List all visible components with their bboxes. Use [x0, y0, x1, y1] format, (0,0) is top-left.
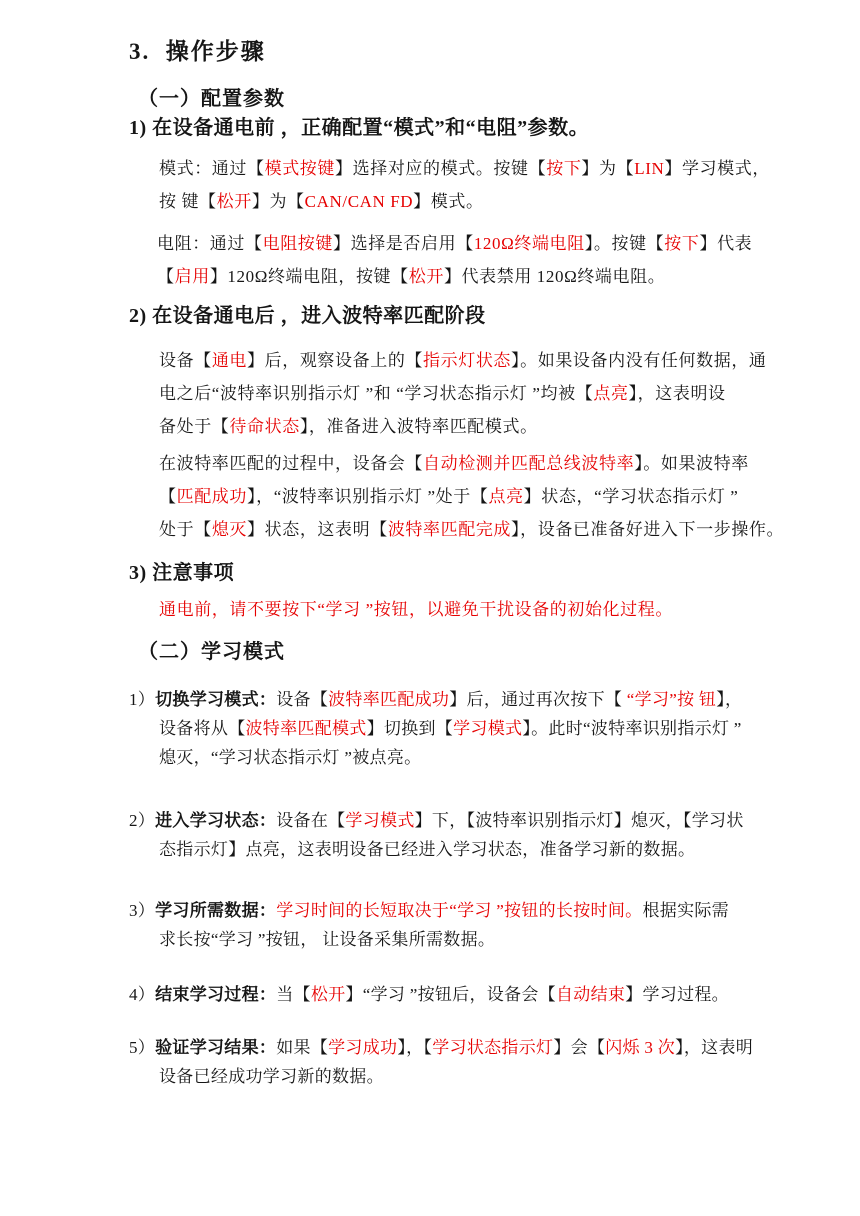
text-segment: 学习模式	[345, 811, 415, 830]
text-segment: 】代表	[699, 234, 753, 253]
doc-title	[129, 33, 266, 66]
text-segment: 】状态，“学习状态指示灯 ”	[523, 487, 739, 506]
text-segment: 】学习过程。	[625, 985, 729, 1004]
text-segment: 3) 注意事项	[129, 562, 235, 584]
text-segment: 学习模式	[453, 719, 523, 738]
text-line	[159, 513, 784, 546]
text-line	[159, 480, 784, 513]
text-segment: 指示灯状态	[423, 351, 512, 370]
text-segment: 按 键【	[159, 192, 217, 211]
text-segment: 电阻按键	[262, 234, 334, 253]
text-segment: 】120Ω终端电阻，按键【	[209, 267, 409, 286]
text-segment: 】模式。	[413, 192, 484, 211]
text-line	[159, 152, 770, 185]
text-segment: （一）配置参数	[138, 88, 285, 110]
text-line	[129, 111, 589, 140]
text-line	[129, 685, 742, 714]
text-segment: 闪烁 3 次	[605, 1038, 676, 1057]
text-segment: 切换学习模式：	[155, 690, 277, 709]
text-line	[129, 556, 234, 585]
step-1-heading	[129, 111, 589, 140]
text-segment: 3. 操作步骤	[129, 39, 266, 64]
text-segment: 模式按键	[264, 159, 336, 178]
text-line	[138, 635, 285, 664]
paragraph-resistance	[157, 227, 752, 293]
text-line	[159, 185, 770, 218]
text-segment: 通电	[211, 351, 248, 370]
text-segment: 模式：通过【	[159, 159, 265, 178]
text-segment: 】学习模式，	[664, 159, 770, 178]
text-segment: 2) 在设备通电后 ，进入波特率匹配阶段	[129, 305, 486, 327]
text-line	[129, 1062, 753, 1091]
text-segment: 待命状态	[229, 417, 300, 436]
paragraph-mode	[159, 152, 770, 218]
text-segment: 】。如果设备内没有任何数据，通	[511, 351, 767, 370]
text-segment: 当【	[276, 985, 311, 1004]
text-segment: 波特率匹配成功	[328, 690, 450, 709]
text-line	[129, 806, 744, 835]
text-line	[129, 33, 266, 66]
text-segment: 设备将从【	[159, 719, 246, 738]
text-segment: 松开	[408, 267, 444, 286]
text-segment: 按下	[546, 159, 582, 178]
text-segment: 5）	[129, 1038, 156, 1057]
text-segment: 备处于【	[159, 417, 230, 436]
text-segment: 】。如果波特率	[634, 454, 749, 473]
text-segment: 2）	[129, 811, 156, 830]
text-segment: 电之后“波特率识别指示灯 ”和 “学习状态指示灯 ”均被【	[159, 384, 594, 403]
text-segment: 结束学习过程：	[155, 985, 277, 1004]
text-segment: 松开	[310, 985, 346, 1004]
text-segment: 电阻：通过【	[157, 234, 263, 253]
text-line	[159, 344, 767, 377]
text-segment: 】“学习 ”按钮后，设备会【	[345, 985, 556, 1004]
text-line	[159, 593, 673, 626]
text-segment: 波特率匹配完成	[387, 520, 512, 539]
list-item-learn-data	[129, 896, 729, 954]
text-segment: 启用	[174, 267, 210, 286]
text-segment: 自动结束	[555, 985, 626, 1004]
text-line	[129, 980, 729, 1009]
text-segment: 学习时间的长短取决于“学习 ”按钮的长按时间。	[276, 901, 643, 920]
text-segment: 【	[159, 487, 177, 506]
text-segment: 进入学习状态：	[155, 811, 277, 830]
text-segment: 】，这表明设	[628, 384, 726, 403]
list-item-end-learn-process	[129, 980, 729, 1009]
text-segment: 】，这表明	[675, 1038, 754, 1057]
text-line	[159, 410, 767, 443]
text-line	[129, 714, 742, 743]
text-segment: 】选择是否启用【	[333, 234, 474, 253]
text-segment: 熄灭，“学习状态指示灯 ”被点亮。	[159, 748, 422, 767]
section-1-heading	[138, 82, 285, 111]
text-segment: 波特率匹配模式	[245, 719, 367, 738]
text-line	[129, 835, 744, 864]
text-segment: 设备【	[159, 351, 212, 370]
text-line	[157, 260, 752, 293]
text-segment: 】为【	[251, 192, 305, 211]
step-2-heading	[129, 299, 486, 328]
text-segment: 求长按“学习 ”按钮， 让设备采集所需数据。	[159, 930, 496, 949]
text-segment: （二）学习模式	[138, 641, 285, 663]
text-segment: 120Ω终端电阻	[473, 234, 585, 253]
text-segment: 】，“波特率识别指示灯 ”处于【	[247, 487, 489, 506]
text-segment: 3）	[129, 901, 156, 920]
text-segment: 如果【	[276, 1038, 329, 1057]
text-segment: 根据实际需	[642, 901, 729, 920]
section-2-heading	[138, 635, 285, 664]
text-segment: 】，准备进入波特率匹配模式。	[299, 417, 538, 436]
text-segment: 】会【	[553, 1038, 606, 1057]
text-segment: “学习”按 钮	[626, 690, 717, 709]
text-segment: 】选择对应的模式。按键【	[335, 159, 547, 178]
paragraph-baud-match	[159, 447, 784, 546]
text-segment: CAN/CAN FD	[304, 192, 414, 211]
text-segment: 】切换到【	[366, 719, 454, 738]
list-item-switch-learn-mode	[129, 685, 742, 772]
text-segment: 学习所需数据：	[155, 901, 277, 920]
text-segment: 1) 在设备通电前 ，正确配置“模式”和“电阻”参数。	[129, 117, 590, 139]
text-segment: 设备【	[276, 690, 329, 709]
text-line	[129, 299, 486, 328]
text-segment: 熄灭	[211, 520, 248, 539]
step-3-heading	[129, 556, 234, 585]
text-segment: 点亮	[488, 487, 524, 506]
text-segment: 】，	[716, 690, 743, 709]
text-segment: 验证学习结果：	[155, 1038, 277, 1057]
text-segment: 处于【	[159, 520, 212, 539]
text-line	[159, 377, 767, 410]
text-segment: 态指示灯】点亮，这表明设备已经进入学习状态，准备学习新的数据。	[159, 840, 696, 859]
text-segment: 】下，【波特率识别指示灯】熄灭，【学习状	[414, 811, 744, 830]
text-segment: 匹配成功	[176, 487, 248, 506]
text-segment: 】。此时“波特率识别指示灯 ”	[522, 719, 742, 738]
text-line	[157, 227, 752, 260]
text-segment: 】。按键【	[584, 234, 665, 253]
text-line	[129, 1033, 753, 1062]
text-line	[159, 447, 784, 480]
text-segment: LIN	[634, 159, 665, 178]
text-segment: 点亮	[593, 384, 629, 403]
text-line	[129, 925, 729, 954]
list-item-enter-learn-state	[129, 806, 744, 864]
text-segment: 学习成功	[328, 1038, 398, 1057]
text-segment: 在波特率匹配的过程中，设备会【	[159, 454, 423, 473]
text-segment: 】后，观察设备上的【	[247, 351, 424, 370]
text-segment: 】代表禁用 120Ω终端电阻。	[443, 267, 666, 286]
text-segment: 1）	[129, 690, 156, 709]
text-segment: 自动检测并匹配总线波特率	[423, 454, 635, 473]
list-item-verify-learn-result	[129, 1033, 753, 1091]
note-warning	[159, 593, 673, 626]
text-segment: 松开	[216, 192, 252, 211]
text-line	[129, 743, 742, 772]
text-segment: 设备已经成功学习新的数据。	[159, 1067, 384, 1086]
text-segment: 】，【	[397, 1038, 433, 1057]
text-line	[138, 82, 285, 111]
text-line	[129, 896, 729, 925]
text-segment: 】后，通过再次按下【	[449, 690, 627, 709]
text-segment: 通电前，请不要按下“学习 ”按钮，以避免干扰设备的初始化过程。	[159, 600, 673, 619]
text-segment: 设备在【	[276, 811, 346, 830]
text-segment: 【	[157, 267, 175, 286]
text-segment: 按下	[664, 234, 700, 253]
text-segment: 】为【	[581, 159, 635, 178]
paragraph-power-on	[159, 344, 767, 443]
text-segment: 】状态，这表明【	[247, 520, 388, 539]
text-segment: 】，设备已准备好进入下一步操作。	[511, 520, 785, 539]
text-segment: 学习状态指示灯	[432, 1038, 554, 1057]
text-segment: 4）	[129, 985, 156, 1004]
